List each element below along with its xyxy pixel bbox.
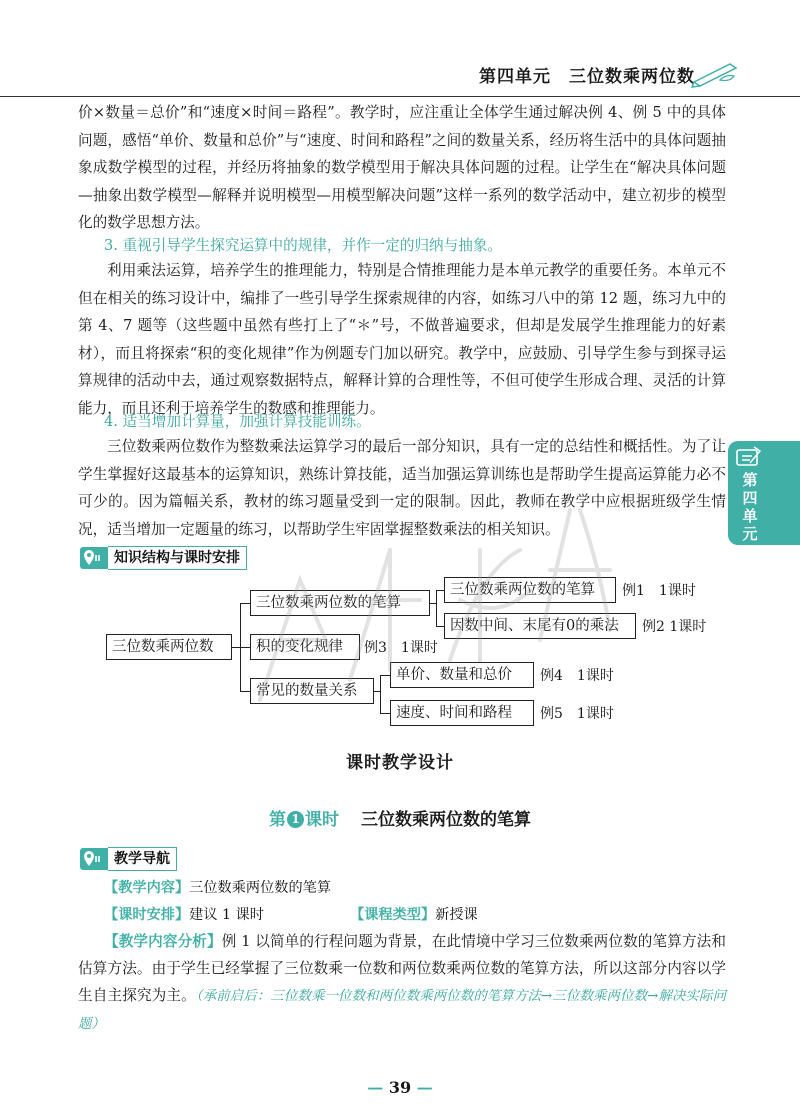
location-pin-icon xyxy=(80,848,104,870)
tree-line xyxy=(240,603,250,604)
page-footer xyxy=(0,1078,800,1097)
header-rule xyxy=(0,96,800,97)
subheading-3: 3. 重视引导学生探究运算中的规律，并作一定的归纳与抽象。 xyxy=(104,237,503,254)
lesson-title: 三位数乘两位数的笔算 xyxy=(360,810,531,830)
unit-side-tab xyxy=(728,441,800,545)
teaching-nav-badge xyxy=(80,848,177,870)
tree-branch-quantity-relations: 常见的数量关系 xyxy=(250,678,374,704)
footer-dash-left: — xyxy=(367,1078,384,1097)
pencil-decoration-icon xyxy=(690,58,742,88)
lesson-suffix: 课时 xyxy=(305,810,340,830)
course-type-line xyxy=(350,904,478,924)
tree-leaf-written-calc: 三位数乘两位数的笔算 xyxy=(444,577,616,603)
course-type-label: 【课程类型】 xyxy=(350,907,436,923)
teaching-content-line xyxy=(104,877,331,897)
tree-note-example1: 例1 1课时 xyxy=(622,583,696,599)
teaching-content-value: 三位数乘两位数的笔算 xyxy=(189,880,332,896)
tree-note-example4: 例4 1课时 xyxy=(540,668,614,684)
content-analysis-note: （承前启后：三位数乘一位数和两位数乘两位数的笔算方法→三位数乘两位数→解决实际问题） xyxy=(78,989,726,1032)
lesson-design-title: 课时教学设计 xyxy=(346,753,454,773)
schedule-value: 建议 1 课时 xyxy=(189,907,264,923)
paragraph-model-thinking: 价×数量＝总价”和“速度×时间＝路程”。教学时，应注重让全体学生通过解决例 4、例 5 中的具体问题，感悟“单价、数量和总价”与“速度、时间和路程”之间的数量关系，经历将生活中的具体问题抽象成数学模型的过程，并经历将抽象的数学模型用于解决具体问题的过程。让学生在“解决具体问题—抽象出数学模型—解释并说明模型—用模型解决问题”这样一系列的数学活动中，建立初步的模型化的数学思想方法。 xyxy=(78,104,726,232)
course-type-value: 新授课 xyxy=(435,907,478,923)
content-analysis-paragraph xyxy=(78,928,726,1038)
lesson-number-circle: 1 xyxy=(287,811,304,828)
content-analysis-text: 例 1 以简单的行程问题为背景，在此情境中学习三位数乘两位数的笔算方法和估算方法。由于学生已经掌握了三位数乘一位数和两位数乘两位数的笔算方法，所以这部分内容以学生自主探究为主。 xyxy=(78,933,726,1004)
subheading-4: 4. 适当增加计算量，加强计算技能训练。 xyxy=(104,413,371,430)
schedule-label: 【课时安排】 xyxy=(104,907,190,923)
location-pin-icon xyxy=(80,547,104,569)
content-analysis-label: 【教学内容分析】 xyxy=(104,933,222,950)
tree-leaf-speed-time-distance: 速度、时间和路程 xyxy=(390,700,534,726)
tree-line xyxy=(380,675,381,713)
tree-line xyxy=(232,647,240,648)
tree-line xyxy=(436,590,437,626)
notebook-icon xyxy=(734,445,764,469)
tree-note-example2: 例2 1课时 xyxy=(642,619,707,635)
tree-line xyxy=(436,626,444,627)
tree-line xyxy=(380,675,390,676)
lesson-title-line xyxy=(0,805,800,830)
knowledge-structure-title: 知识结构与课时安排 xyxy=(108,546,247,570)
schedule-line xyxy=(104,904,264,924)
paragraph-reasoning: 利用乘法运算，培养学生的推理能力，特别是合情推理能力是本单元教学的重要任务。本单元不但在相关的练习设计中，编排了一些引导学生探索规律的内容，如练习八中的第 12 题，练习九中的第 4、7 题等（这些题中虽然有些打上了“＊”号，不做普遍要求，但却是发展学生推理能力的好素材），而且将探索“积的变化规律”作为例题专门加以研究。教学中，应鼓励、引导学生参与到探寻运算规律的活动中去，通过观察数据特点，解释计算的合理性等，不但可使学生形成合理、灵活的计算能力，而且还利于培养学生的数感和推理能力。 xyxy=(78,262,726,417)
tree-branch-product-rule: 积的变化规律 xyxy=(250,634,360,660)
tree-line xyxy=(240,647,250,648)
knowledge-structure-badge xyxy=(80,547,247,569)
tree-leaf-zero-multiplication: 因数中间、末尾有0的乘法 xyxy=(444,613,636,639)
tree-leaf-price-quantity-total: 单价、数量和总价 xyxy=(390,662,534,688)
page-number: 39 xyxy=(388,1078,412,1097)
teaching-content-label: 【教学内容】 xyxy=(104,880,190,896)
tree-line xyxy=(380,713,390,714)
tree-branch-written-calc: 三位数乘两位数的笔算 xyxy=(250,590,430,616)
tree-note-example5: 例5 1课时 xyxy=(540,706,614,722)
tree-line xyxy=(240,691,250,692)
header-title: 第四单元 三位数乘两位数 xyxy=(479,67,695,87)
tree-line xyxy=(436,590,444,591)
paragraph-calculation: 三位数乘两位数作为整数乘法运算学习的最后一部分知识，具有一定的总结性和概括性。为了让学生掌握好这最基本的运算知识，熟练计算技能，适当加强运算训练也是帮助学生提高运算能力必不可少的。因为篇幅关系，教材的练习题量受到一定的限制。因此，教师在教学中应根据班级学生情况，适当增加一定题量的练习，以帮助学生牢固掌握整数乘法的相关知识。 xyxy=(78,438,726,538)
side-tab-label: 第四单元 xyxy=(742,471,758,543)
footer-dash-right: — xyxy=(416,1078,433,1097)
tree-root-node: 三位数乘两位数 xyxy=(106,634,232,660)
tree-note-example3: 例3 1课时 xyxy=(364,640,438,656)
teaching-nav-title: 教学导航 xyxy=(108,847,177,871)
lesson-prefix: 第 xyxy=(269,810,287,830)
